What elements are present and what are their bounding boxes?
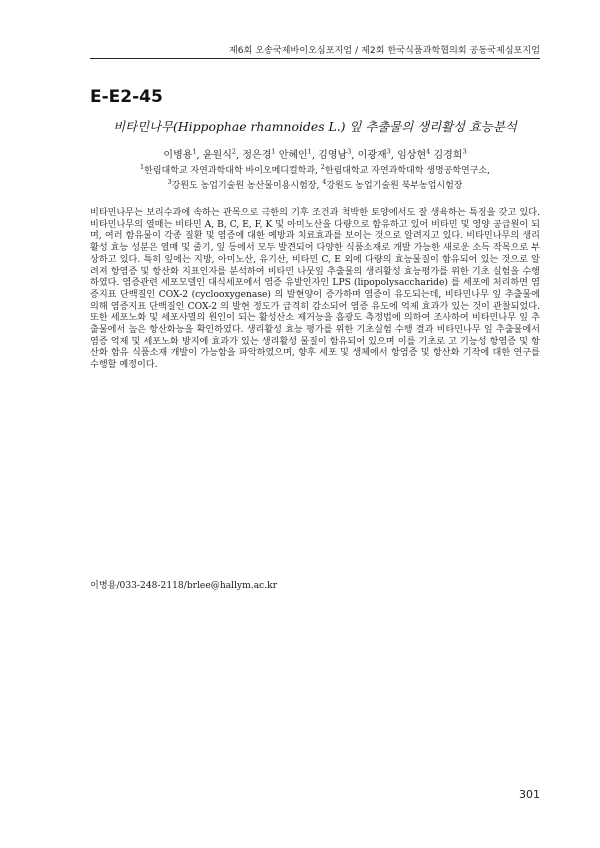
- affiliation: $^4$강원도 농업기술원 북부농업시험장: [322, 178, 463, 191]
- author: 이병용$^1$,: [163, 147, 203, 161]
- page-number: 301: [519, 788, 540, 801]
- abstract-code: E-E2-45: [90, 87, 163, 107]
- abstract-title: 비타민나무(Hippophae rhamnoides L.) 잎 추출물의 생리활성 효능분석: [113, 119, 517, 134]
- affiliation: $^1$한림대학교 자연과학대학 바이오메디컬학과,: [140, 163, 321, 176]
- affiliation-line: [90, 178, 540, 191]
- author: 김영남$^3$,: [318, 147, 358, 161]
- author: 김경희$^3$: [433, 147, 467, 161]
- running-header: 제6회 오송국제바이오심포지엄 / 제2회 한국식품과학협의회 공동국제심포지엄: [229, 46, 540, 56]
- abstract-paragraph: 비타민나무는 보리수과에 속하는 관목으로 극한의 기후 조건과 척박한 토양에서도 잘 생육하는 특징을 갖고 있다. 비타민나무의 열매는 비타민 A, B, C, E, F, K 및 아미노산을 다량으로 함유하고 있어 비타민 및 영양 공급원이 되며, 여러 함유물이 각종 질환 및 염증에 대한 예방과 치료효과를 보이는 것으로 알려지고 있다. 비타민나무의 생리활성 효능 성분은 열매 및 줄기, 잎 등에서 모두 발견되어 다양한 식품소재로 개발 가능한 새로운 소득 작목으로 부상하고 있다. 특히 잎에는 지방, 아미노산, 유기산, 비타민 C, E 외에 다량의 효능물질이 함유되어 있는 것으로 알려져 항염증 및 항산화 지표인자를 분석하여 비타민 나뭇잎 추출물의 생리활성 효능평가를 위한 기초 실험을 수행하였다. 염증관련 세포모델인 대식세포에서 염증 유발인자인 LPS (lipopolysaccharide) 를 세포에 처리하면 염증지표 단백질인 COX-2 (cyclooxygenase) 의 발현양이 증가하며 염증이 유도되는데, 비타민나무 잎 추출물에 의해 염증지표 단백질인 COX-2 의 발현 정도가 급격히 감소되어 염증 유도에 억제 효과가 있는 것이 관찰되었다. 또한 세포노화 및 세포사멸의 원인이 되는 활성산소 제거능을 흡광도 측정법에 의하여 조사하여 비타민나무 잎 추출물에서 높은 항산화능을 확인하였다. 생리활성 효능 평가를 위한 기초실험 수행 결과 비타민나무 잎 추출물에서 염증 억제 및 세포노화 방지에 효과가 있는 생리활성 물질이 함유되어 있으며 이를 기초로 고 기능성 항염증 및 항산화 함유 식품소재 개발이 가능함을 파악하였으며, 향후 세포 및 생체에서 항염증 및 항산화 기작에 대한 연구를 수행할 예정이다.: [90, 208, 540, 371]
- author: 이광재$^3$,: [357, 147, 398, 161]
- author: 안혜인$^1$,: [278, 147, 319, 161]
- affiliation-line: [90, 163, 540, 176]
- abstract-body: [90, 208, 540, 372]
- affiliation: $^2$한림대학교 자연과학대학 생명공학연구소,: [320, 163, 490, 176]
- author-list: [90, 146, 540, 161]
- affiliation: $^3$강원도 농업기술원 농산물이용시험장,: [167, 178, 323, 191]
- author: 윤원식$^2$,: [202, 147, 243, 161]
- header-rule: [90, 58, 540, 59]
- contact-info: 이병용/033-248-2118/brlee@hallym.ac.kr: [90, 581, 278, 591]
- author: 임상현$^4$: [397, 147, 431, 161]
- author: 정은경$^1$: [242, 147, 276, 161]
